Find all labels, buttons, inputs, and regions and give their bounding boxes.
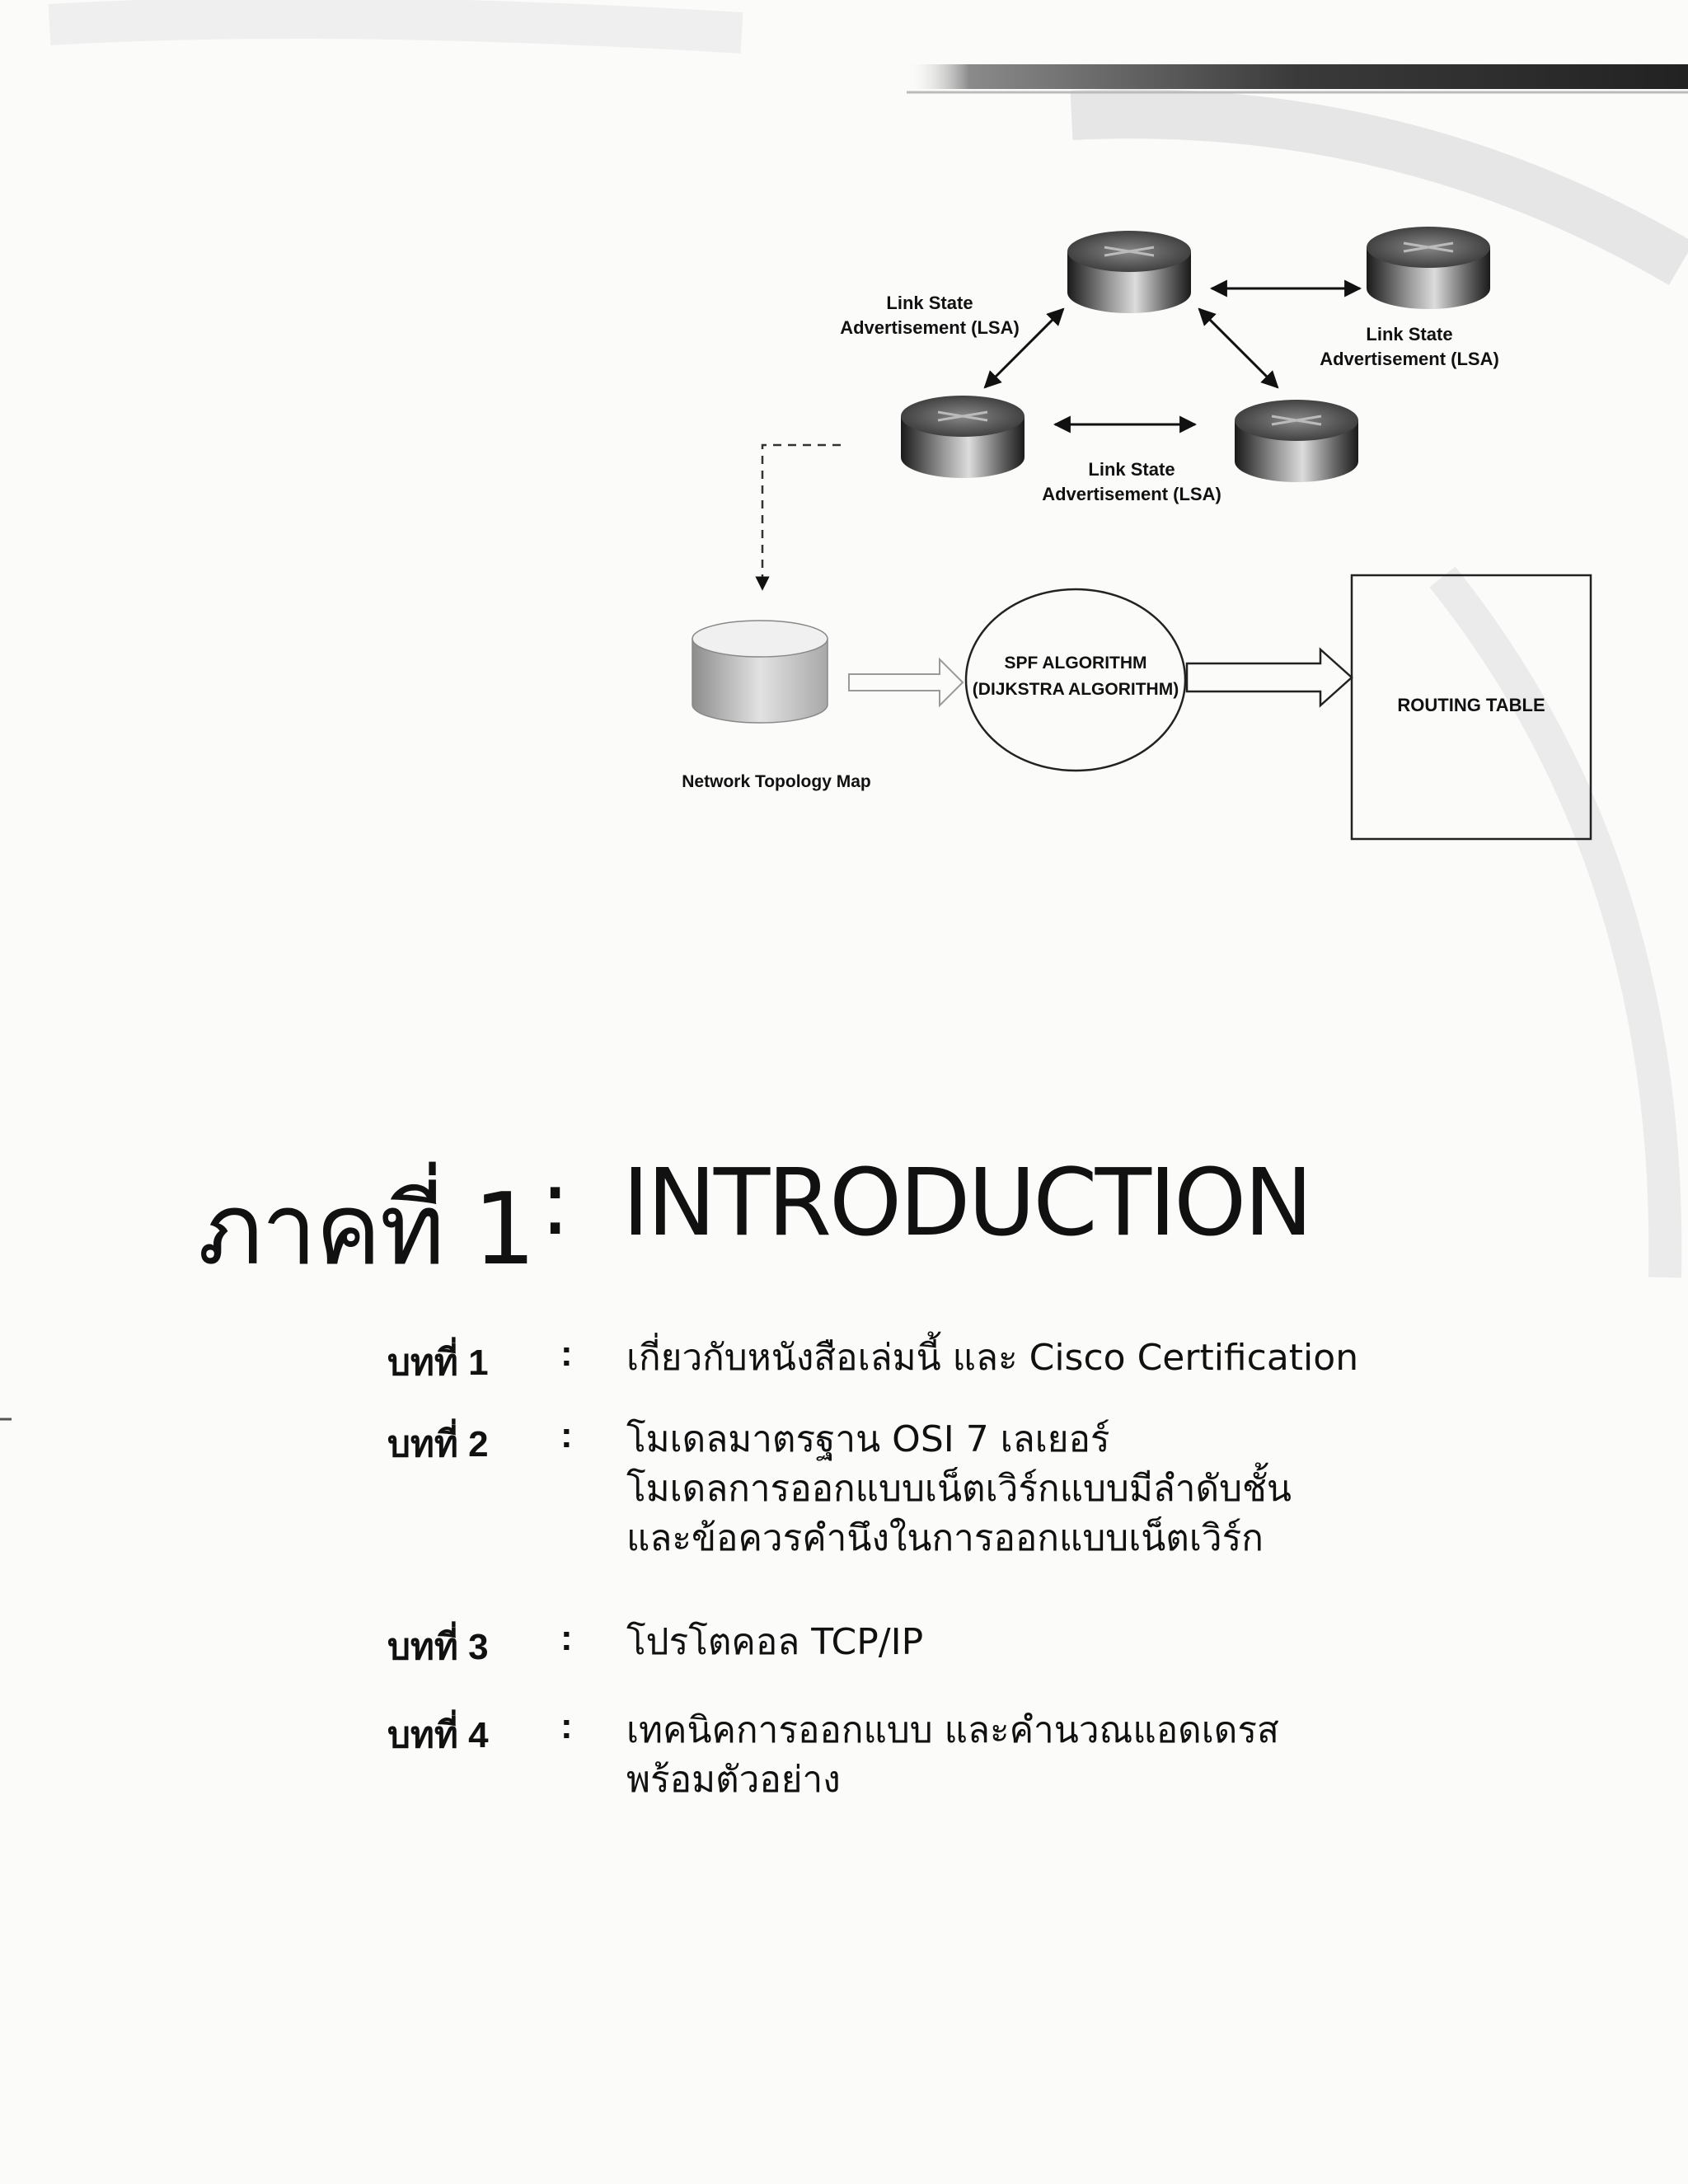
part-title: INTRODUCTION	[622, 1150, 1311, 1257]
spf-algorithm-label: SPF ALGORITHM	[1004, 654, 1147, 673]
router-icon-bottom-right	[1235, 400, 1358, 482]
chapter-colon: :	[560, 1706, 573, 1746]
chapter-title-line: โมเดลมาตรฐาน OSI 7 เลเยอร์	[626, 1418, 1110, 1460]
link-top-bottom-right	[1199, 309, 1278, 387]
lsa-label-right: Link State	[1366, 324, 1453, 344]
chapter-title-line: พร้อมตัวอย่าง	[626, 1759, 841, 1801]
chapter-title-line: โมเดลการออกแบบเน็ตเวิร์กแบบมีลำดับชั้น	[626, 1468, 1292, 1510]
lsa-label-right: Advertisement (LSA)	[1320, 349, 1499, 369]
spf-to-routing-table-arrow	[1187, 649, 1352, 705]
chapter-title-line: เทคนิคการออกแบบ และคำนวณแอดเดรส	[626, 1709, 1279, 1751]
lsa-flow-dashed-line	[762, 445, 841, 589]
chapter-label: บทที่ 3	[387, 1627, 489, 1667]
routing-table-label: ROUTING TABLE	[1397, 695, 1545, 715]
router-icon-left	[901, 396, 1025, 478]
chapter-title-line: โปรโตคอล TCP/IP	[626, 1621, 924, 1663]
chapter-title-line: และข้อควรคำนึงในการออกแบบเน็ตเวิร์ก	[626, 1517, 1264, 1559]
link-state-diagram	[0, 0, 1688, 907]
part-label: ภาคที่ 1	[198, 1173, 535, 1287]
lsa-label-top-left: Link State	[886, 293, 973, 313]
db-to-spf-arrow	[849, 659, 963, 705]
database-icon	[692, 621, 828, 723]
lsa-label-bottom: Link State	[1088, 459, 1175, 480]
chapter-colon: :	[560, 1415, 573, 1455]
chapter-title-line: เกี่ยวกับหนังสือเล่มนี้ และ Cisco Certification	[626, 1337, 1359, 1379]
spf-algorithm-label: (DIJKSTRA ALGORITHM)	[972, 680, 1179, 699]
chapter-label: บทที่ 4	[387, 1715, 489, 1755]
chapter-label: บทที่ 1	[387, 1343, 489, 1383]
lsa-label-bottom: Advertisement (LSA)	[1042, 484, 1221, 504]
network-topology-map-label: Network Topology Map	[682, 772, 871, 791]
chapter-label: บทที่ 2	[387, 1424, 489, 1465]
router-icon-top	[1067, 231, 1191, 313]
lsa-label-top-left: Advertisement (LSA)	[840, 317, 1020, 338]
part-colon: :	[540, 1150, 571, 1255]
chapter-colon: :	[560, 1333, 573, 1374]
router-icon-right	[1367, 227, 1490, 309]
chapter-colon: :	[560, 1618, 573, 1658]
